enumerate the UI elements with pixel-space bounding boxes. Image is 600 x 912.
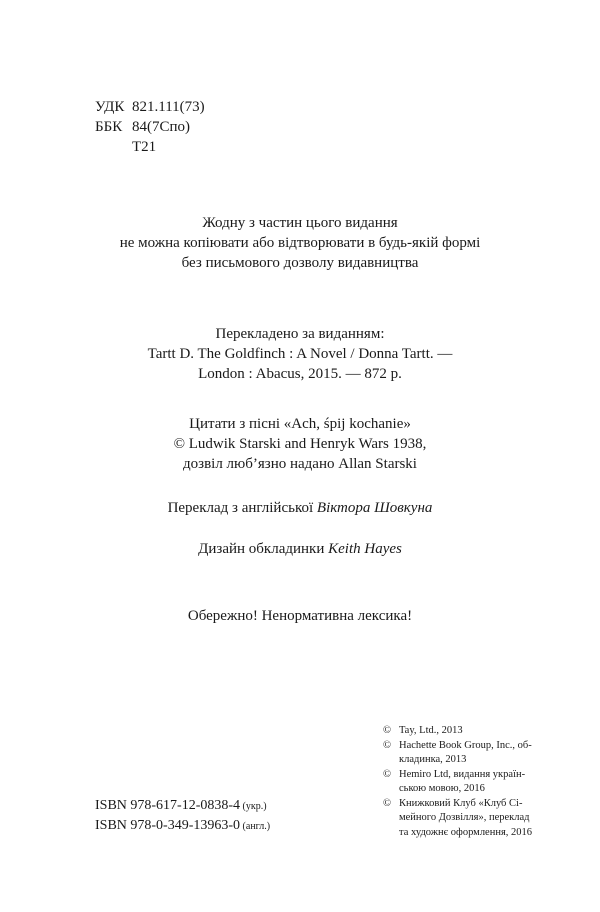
original-edition-line: Tartt D. The Goldfinch : A Novel / Donna Tartt. —	[147, 346, 453, 362]
copyright-line: ською мовою, 2016	[399, 783, 485, 794]
song-quote-line: дозвіл люб’язно надано Allan Starski	[183, 456, 417, 472]
copyright-symbol: ©	[383, 725, 391, 736]
rights-notice	[0, 213, 600, 273]
translation-credit	[0, 498, 600, 518]
cover-design-prefix: Дизайн обкладинки	[198, 541, 329, 557]
isbn-number: ISBN 978-0-349-13963-0	[95, 818, 241, 833]
copyright-line: кладинка, 2013	[399, 754, 467, 765]
isbn-block	[95, 796, 270, 836]
isbn-note: (укр.)	[240, 801, 267, 812]
copyright-entry	[383, 797, 553, 841]
copyright-entry	[383, 724, 553, 739]
warning-text: Обережно! Ненормативна лексика!	[187, 608, 413, 624]
copyright-line: мейного Дозвілля», переклад	[399, 812, 530, 823]
bbk-value: 84(7Спо)	[132, 119, 191, 135]
isbn-number: ISBN 978-617-12-0838-4	[95, 798, 241, 813]
udk-label: УДК	[95, 99, 125, 115]
copyright-symbol: ©	[383, 768, 391, 780]
cover-design-credit	[0, 539, 600, 559]
copyright-entry	[383, 739, 553, 768]
author-mark-row	[95, 137, 205, 157]
bbk-label: ББК	[95, 119, 123, 135]
song-quote-line: Цитати з пісні «Ach, śpij kochanie»	[189, 416, 411, 432]
isbn-note: (англ.)	[240, 821, 271, 832]
translation-prefix: Переклад з англійської	[167, 500, 317, 516]
original-edition-line: London : Abacus, 2015. — 872 p.	[198, 366, 402, 382]
copyright-symbol: ©	[383, 797, 391, 809]
copyright-entry	[383, 768, 553, 797]
udk-row	[95, 97, 205, 117]
copyright-block	[383, 724, 553, 840]
cover-designer-name: Keith Hayes	[328, 541, 402, 557]
copyright-line: та художнє оформлення, 2016	[399, 826, 533, 838]
bbk-row	[95, 117, 205, 137]
copyright-symbol: ©	[383, 739, 391, 751]
original-edition-line: Перекладено за виданням:	[215, 326, 385, 342]
rights-notice-line: Жодну з частин цього видання	[202, 215, 398, 231]
isbn-line	[95, 816, 270, 836]
classification-block	[95, 97, 205, 157]
author-mark: Т21	[132, 139, 157, 155]
copyright-line: Книжковий Клуб «Клуб Сі-	[399, 797, 523, 809]
isbn-line	[95, 796, 270, 816]
song-quote-credit	[0, 414, 600, 474]
translator-name: Віктора Шовкуна	[316, 500, 433, 516]
udk-value: 821.111(73)	[132, 99, 205, 115]
content-warning	[0, 606, 600, 626]
original-edition	[0, 324, 600, 384]
copyright-line: Tay, Ltd., 2013	[399, 725, 463, 736]
rights-notice-line: не можна копіювати або відтворювати в будь-якій формі	[119, 235, 481, 251]
rights-notice-line: без письмового дозволу видавництва	[181, 255, 419, 271]
copyright-line: Hachette Book Group, Inc., об-	[399, 739, 532, 751]
song-quote-line: © Ludwik Starski and Henryk Wars 1938,	[173, 436, 427, 452]
copyright-line: Hemiro Ltd, видання україн-	[399, 768, 526, 780]
